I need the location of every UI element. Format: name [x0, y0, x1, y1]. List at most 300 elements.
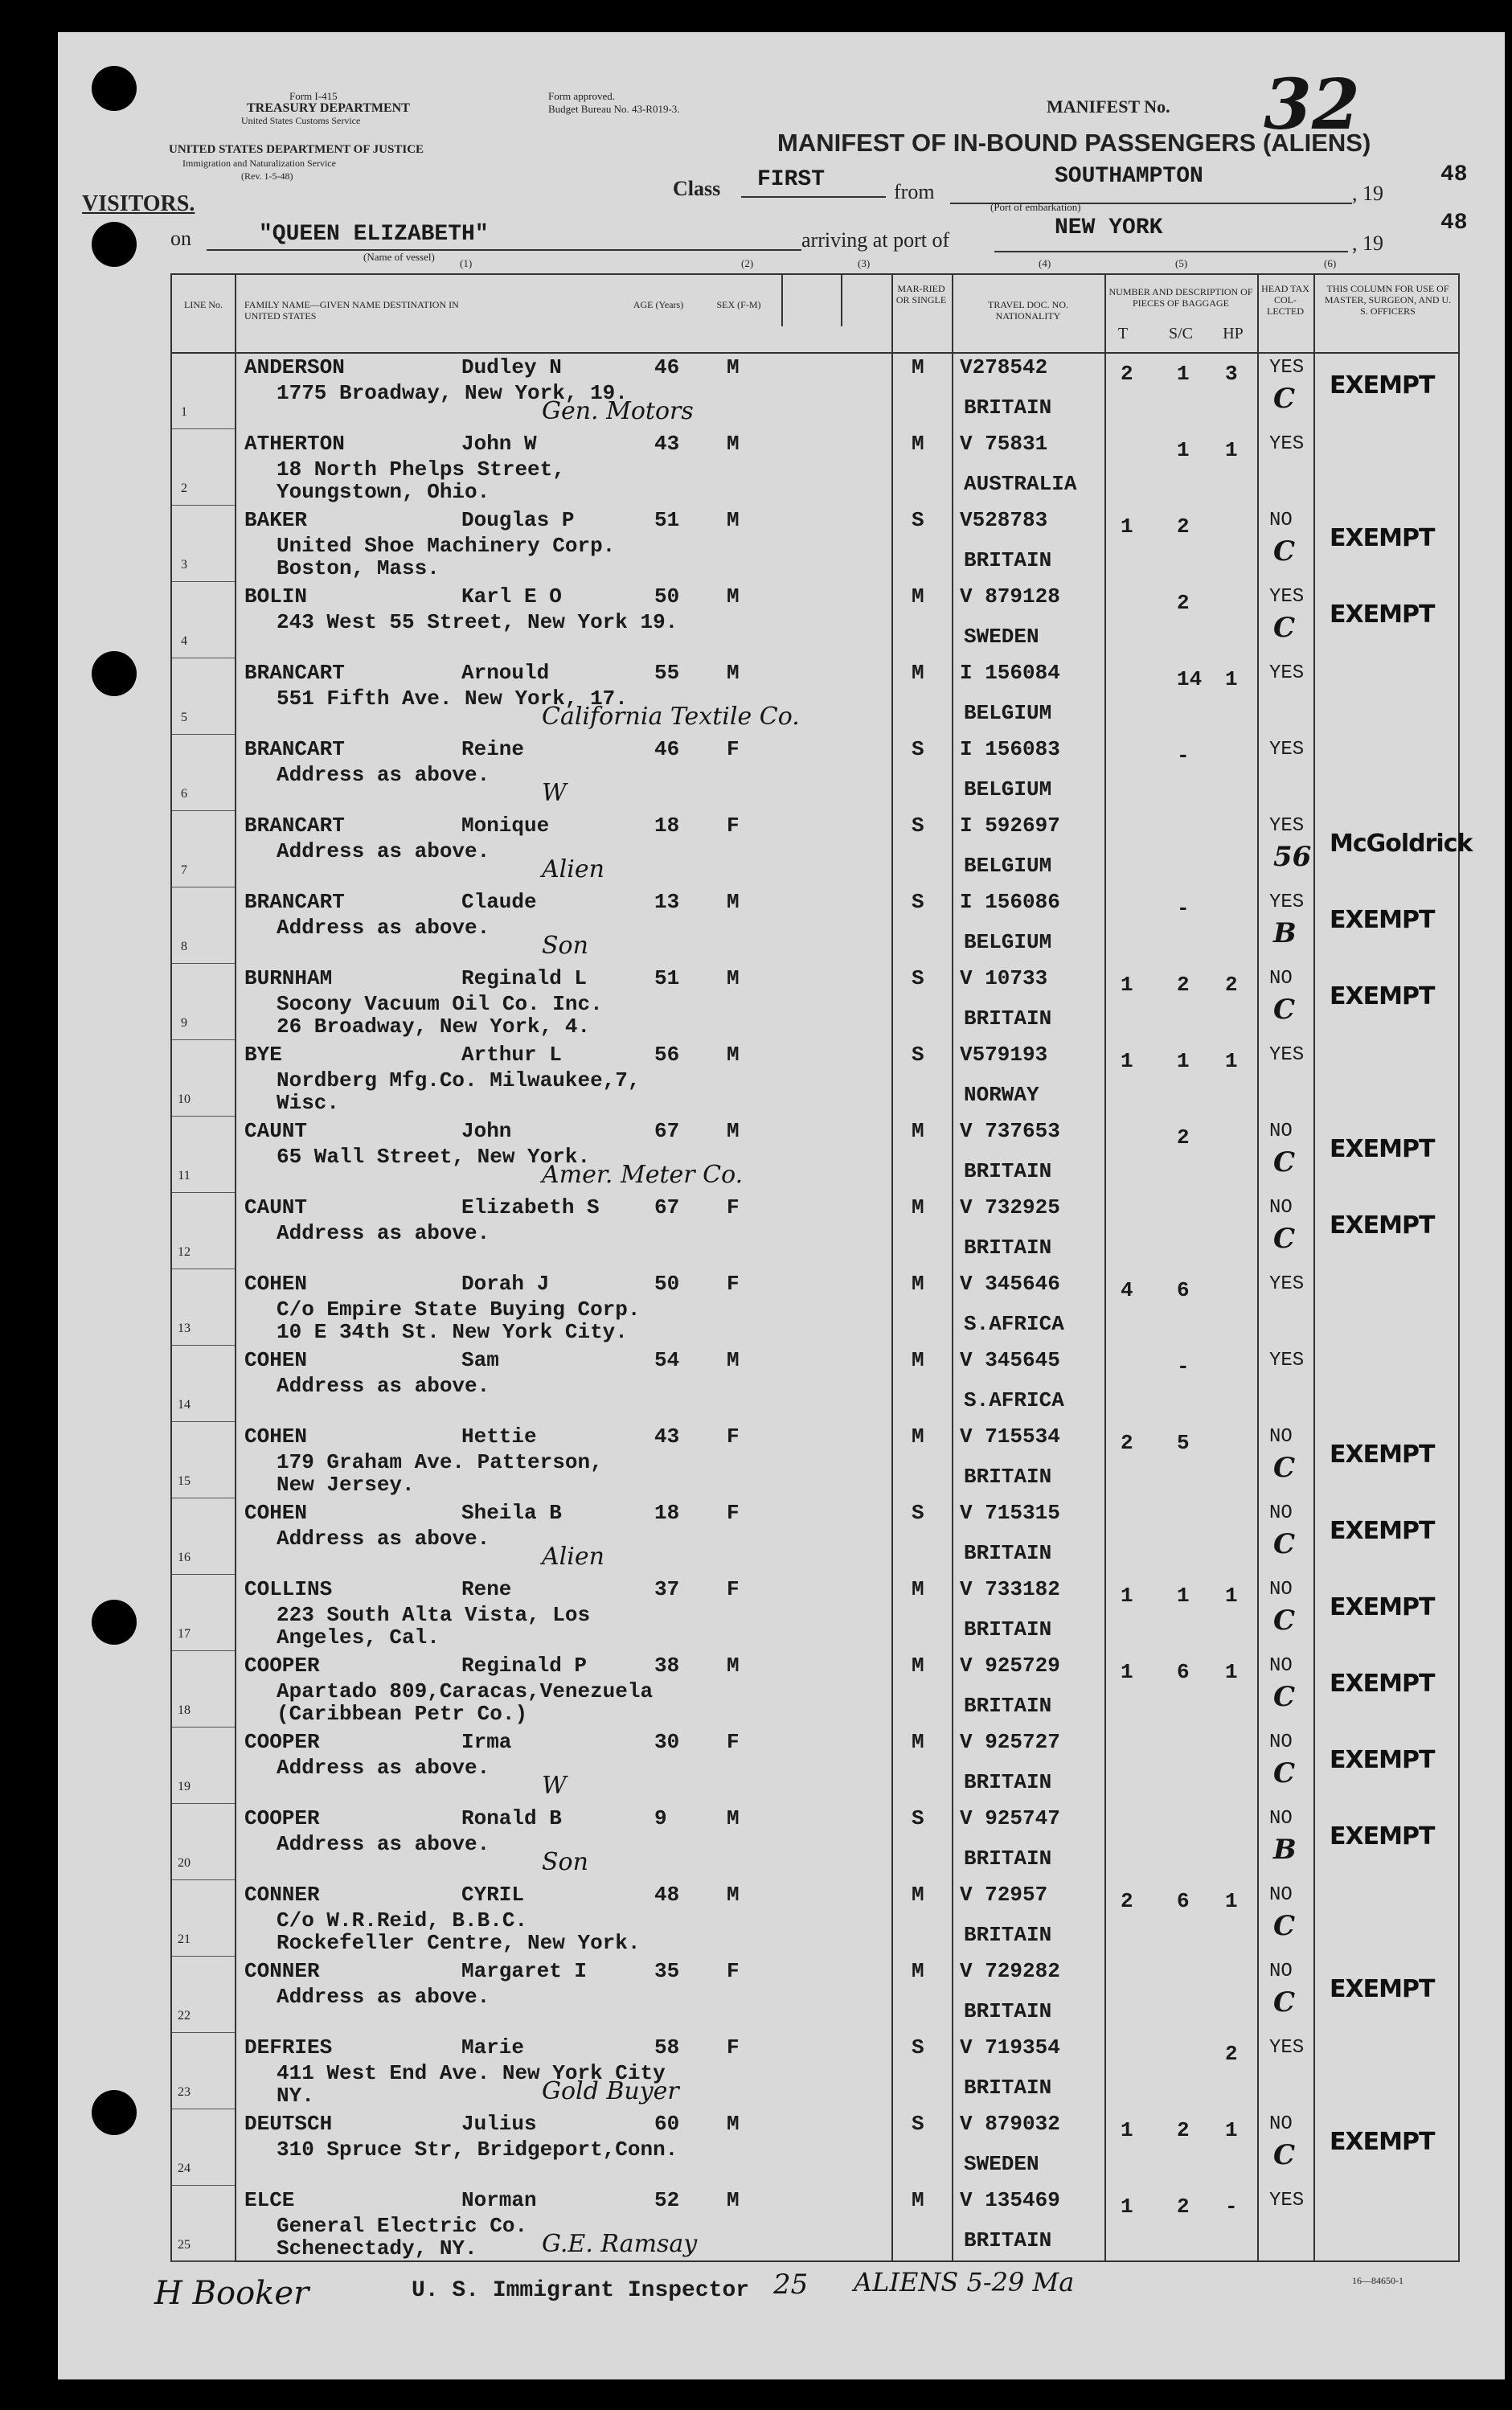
age: 48: [654, 1883, 680, 1907]
age: 37: [654, 1577, 680, 1601]
marital-status: S: [912, 1043, 924, 1067]
row-divider: [172, 734, 235, 735]
age: 60: [654, 2112, 680, 2136]
address-line-2: Boston, Mass.: [277, 556, 440, 580]
row-divider: [172, 1879, 235, 1880]
binder-hole: [92, 1600, 137, 1645]
travel-doc-number: V278542: [960, 355, 1048, 379]
marital-status: M: [912, 1959, 924, 1983]
baggage-hp: 1: [1225, 1049, 1238, 1073]
marital-status: M: [912, 661, 924, 685]
line-number: 7: [181, 863, 187, 877]
line-number: 8: [181, 940, 187, 953]
sex: M: [727, 355, 740, 379]
marital-status: S: [912, 966, 924, 990]
baggage-sc: 2: [1177, 2118, 1190, 2142]
baggage-sc: 1: [1177, 1049, 1190, 1073]
row-divider: [172, 810, 235, 811]
marital-status: M: [912, 1348, 924, 1372]
travel-doc-number: V 72957: [960, 1883, 1048, 1907]
baggage-sc: 6: [1177, 1278, 1190, 1302]
marital-status: S: [912, 2112, 924, 2136]
nationality: SWEDEN: [964, 625, 1039, 649]
address-line-2: Schenectady, NY.: [277, 2236, 477, 2260]
line-number: 9: [181, 1016, 187, 1030]
sex: M: [727, 1883, 740, 1907]
column-number: (1): [460, 257, 473, 269]
sex: M: [727, 1043, 740, 1067]
address-line-1: Address as above.: [277, 1832, 490, 1856]
address-line-1: 551 Fifth Ave. New York, 17.: [277, 687, 628, 711]
travel-doc-number: V 729282: [960, 1959, 1060, 1983]
nationality: BRITAIN: [964, 1770, 1052, 1794]
given-name: Julius: [461, 2112, 537, 2136]
given-name: Sheila B: [461, 1501, 562, 1525]
age: 54: [654, 1348, 680, 1372]
sex: F: [727, 1272, 740, 1296]
address-line-1: C/o W.R.Reid, B.B.C.: [277, 1908, 528, 1933]
head-tax-mark: B: [1273, 1834, 1297, 1866]
address-line-1: 310 Spruce Str, Bridgeport,Conn.: [277, 2137, 678, 2162]
row-divider: [172, 963, 235, 964]
given-name: Reine: [461, 737, 525, 761]
year-value-1: 48: [1440, 162, 1468, 187]
head-tax: NO: [1269, 1502, 1293, 1524]
address-line-1: Apartado 809,Caracas,Venezuela: [277, 1679, 654, 1703]
officer-mark: EXEMPT: [1330, 1517, 1435, 1545]
family-name: ATHERTON: [244, 432, 345, 456]
head-tax: NO: [1269, 1884, 1293, 1906]
head-tax-mark: C: [1273, 612, 1296, 644]
family-name: ELCE: [244, 2188, 295, 2212]
officer-mark: EXEMPT: [1330, 1746, 1435, 1774]
head-tax: NO: [1269, 1732, 1293, 1753]
sex: F: [727, 1501, 740, 1525]
row-divider: [172, 1345, 235, 1346]
family-name: COOPER: [244, 1654, 320, 1678]
family-name: ANDERSON: [244, 355, 345, 379]
line-number: 2: [181, 482, 187, 495]
sex: F: [727, 2035, 740, 2060]
family-name: COHEN: [244, 1501, 308, 1525]
age: 50: [654, 584, 680, 609]
address-line-1: Address as above.: [277, 1527, 490, 1551]
head-tax: NO: [1269, 1121, 1293, 1142]
travel-doc-number: V 925729: [960, 1654, 1060, 1678]
baggage-sc: 2: [1177, 2195, 1190, 2219]
head-tax-mark: C: [1273, 383, 1296, 415]
alien-count: 25: [773, 2269, 809, 2301]
year-value-2: 48: [1440, 211, 1468, 236]
ins-heading: Immigration and Naturalization Service: [182, 158, 336, 169]
officer-mark: EXEMPT: [1330, 1670, 1435, 1698]
sex: M: [727, 1348, 740, 1372]
marital-status: S: [912, 1806, 924, 1830]
address-line-1: Address as above.: [277, 1985, 490, 2009]
head-tax-mark: C: [1273, 535, 1296, 568]
travel-doc-number: V579193: [960, 1043, 1048, 1067]
head-tax-mark: C: [1273, 2139, 1296, 2171]
revision: (Rev. 1-5-48): [241, 170, 293, 182]
line-number: 21: [178, 1933, 191, 1946]
col-married: MAR-RIED OR SINGLE: [895, 283, 947, 305]
head-tax: YES: [1269, 586, 1305, 608]
year-prefix-2: , 19: [1352, 232, 1383, 255]
age: 50: [654, 1272, 680, 1296]
row-divider: [172, 1039, 235, 1040]
col-head-tax: HEAD TAX COL-LECTED: [1261, 283, 1309, 317]
travel-doc-number: V 733182: [960, 1577, 1060, 1601]
travel-doc-number: I 592697: [960, 814, 1060, 838]
column-number: (2): [741, 257, 754, 269]
nationality: BRITAIN: [964, 2228, 1052, 2252]
manifest-title: MANIFEST OF IN-BOUND PASSENGERS (ALIENS): [777, 129, 1371, 157]
travel-doc-number: V 10733: [960, 966, 1048, 990]
budget-bureau: Budget Bureau No. 43-R019-3.: [548, 103, 680, 115]
address-line-1: 1775 Broadway, New York, 19.: [277, 381, 628, 405]
manifest-no-value: 32: [1264, 64, 1360, 146]
arriving-label: arriving at port of: [801, 228, 950, 252]
marital-status: S: [912, 814, 924, 838]
line-number: 20: [178, 1856, 191, 1870]
line-number: 16: [178, 1551, 191, 1564]
marital-status: M: [912, 1272, 924, 1296]
given-name: Reginald L: [461, 966, 588, 990]
class-underline: [741, 196, 886, 198]
given-name: Rene: [461, 1577, 512, 1601]
baggage-sc: -: [1177, 1355, 1190, 1379]
travel-doc-number: V 75831: [960, 432, 1048, 456]
baggage-sc: 2: [1177, 514, 1190, 539]
given-name: Douglas P: [461, 508, 575, 532]
address-line-1: 179 Graham Ave. Patterson,: [277, 1450, 603, 1474]
officer-mark: EXEMPT: [1330, 1822, 1435, 1851]
baggage-sc: 6: [1177, 1889, 1190, 1913]
address-line-1: 223 South Alta Vista, Los: [277, 1603, 591, 1627]
line-number: 4: [181, 634, 187, 648]
line-number: 23: [178, 2085, 191, 2099]
nationality: BRITAIN: [964, 1694, 1052, 1718]
sex: F: [727, 1195, 740, 1219]
given-name: Hettie: [461, 1424, 537, 1449]
binder-hole: [92, 66, 137, 111]
baggage-sc: -: [1177, 896, 1190, 920]
officer-mark: EXEMPT: [1330, 1211, 1435, 1240]
handwritten-note: Alien: [542, 855, 604, 883]
sex: F: [727, 1424, 740, 1449]
age: 30: [654, 1730, 680, 1754]
family-name: BAKER: [244, 508, 308, 532]
head-tax-mark: C: [1273, 1910, 1296, 1942]
marital-status: M: [912, 1883, 924, 1907]
head-tax: YES: [1269, 357, 1305, 379]
sex: M: [727, 890, 740, 914]
aliens-note: ALIENS 5-29 Ma: [854, 2267, 1075, 2297]
baggage-sc: 2: [1177, 1125, 1190, 1150]
treasury-dept: TREASURY DEPARTMENT: [247, 101, 410, 115]
family-name: COOPER: [244, 1730, 320, 1754]
baggage-sc: 2: [1177, 973, 1190, 997]
column-number: (6): [1324, 257, 1337, 269]
marital-status: M: [912, 355, 924, 379]
age: 35: [654, 1959, 680, 1983]
nationality: BRITAIN: [964, 1541, 1052, 1565]
travel-doc-number: I 156086: [960, 890, 1060, 914]
sex: F: [727, 737, 740, 761]
travel-doc-number: V 737653: [960, 1119, 1060, 1143]
travel-doc-number: V 345645: [960, 1348, 1060, 1372]
travel-doc-number: V 345646: [960, 1272, 1060, 1296]
head-tax: YES: [1269, 815, 1305, 837]
baggage-hp: 3: [1225, 362, 1238, 386]
sex: M: [727, 584, 740, 609]
col-name: FAMILY NAME—GIVEN NAME DESTINATION IN UNITED STATES: [244, 299, 459, 322]
age: 51: [654, 508, 680, 532]
address-line-2: Rockefeller Centre, New York.: [277, 1931, 641, 1955]
sex: M: [727, 2112, 740, 2136]
marital-status: M: [912, 1424, 924, 1449]
nationality: BELGIUM: [964, 701, 1052, 725]
form-number: Form I-415: [289, 90, 338, 102]
baggage-hp: 1: [1225, 1660, 1238, 1684]
given-name: Dudley N: [461, 355, 562, 379]
given-name: Arthur L: [461, 1043, 562, 1067]
address-line-2: Youngstown, Ohio.: [277, 480, 490, 504]
column-number: (3): [858, 257, 871, 269]
officer-mark: EXEMPT: [1330, 1593, 1435, 1621]
head-tax: NO: [1269, 1655, 1293, 1677]
given-name: Arnould: [461, 661, 550, 685]
row-divider: [172, 1956, 235, 1957]
address-line-1: 243 West 55 Street, New York 19.: [277, 610, 678, 634]
officer-mark: EXEMPT: [1330, 524, 1435, 552]
line-number: 19: [178, 1780, 191, 1793]
nationality: BRITAIN: [964, 1006, 1052, 1031]
marital-status: S: [912, 1501, 924, 1525]
line-number: 12: [178, 1245, 191, 1259]
sex: M: [727, 1806, 740, 1830]
baggage-t: 1: [1121, 2118, 1133, 2142]
address-line-1: Address as above.: [277, 1374, 490, 1398]
col-baggage-sc: S/C: [1168, 325, 1194, 342]
handwritten-note: Son: [542, 1848, 588, 1876]
nationality: S.AFRICA: [964, 1312, 1064, 1336]
address-line-1: United Shoe Machinery Corp.: [277, 534, 616, 558]
age: 58: [654, 2035, 680, 2060]
officer-mark: EXEMPT: [1330, 600, 1435, 629]
nationality: BRITAIN: [964, 1846, 1052, 1871]
column-number: (5): [1175, 257, 1188, 269]
age: 67: [654, 1119, 680, 1143]
head-tax: YES: [1269, 739, 1305, 760]
head-tax-mark: 56: [1273, 841, 1312, 873]
inspector-signature: H Booker: [154, 2275, 309, 2312]
family-name: COHEN: [244, 1424, 308, 1449]
officer-mark: EXEMPT: [1330, 2128, 1435, 2156]
age: 51: [654, 966, 680, 990]
nationality: BELGIUM: [964, 777, 1052, 801]
binder-hole: [92, 651, 137, 696]
baggage-sc: -: [1177, 744, 1190, 768]
handwritten-note: Alien: [542, 1543, 604, 1571]
sex: F: [727, 1959, 740, 1983]
marital-status: M: [912, 584, 924, 609]
family-name: BRANCART: [244, 737, 345, 761]
address-line-2: (Caribbean Petr Co.): [277, 1702, 528, 1726]
manifest-table: [170, 273, 1473, 2262]
head-tax: YES: [1269, 662, 1305, 684]
baggage-sc: 5: [1177, 1431, 1190, 1455]
age: 46: [654, 737, 680, 761]
given-name: Irma: [461, 1730, 512, 1754]
age: 55: [654, 661, 680, 685]
given-name: Ronald B: [461, 1806, 562, 1830]
baggage-hp: 1: [1225, 1889, 1238, 1913]
nationality: NORWAY: [964, 1083, 1039, 1107]
year-prefix-1: , 19: [1352, 182, 1383, 205]
head-tax-mark: C: [1273, 1528, 1296, 1560]
baggage-sc: 14: [1177, 667, 1203, 691]
travel-doc-number: I 156084: [960, 661, 1060, 685]
sex: M: [727, 508, 740, 532]
age: 43: [654, 1424, 680, 1449]
age: 56: [654, 1043, 680, 1067]
address-line-2: 10 E 34th St. New York City.: [277, 1320, 628, 1344]
travel-doc-number: V528783: [960, 508, 1048, 532]
head-tax-mark: C: [1273, 994, 1296, 1026]
age: 52: [654, 2188, 680, 2212]
manifest-page: [58, 32, 1505, 2379]
marital-status: M: [912, 1577, 924, 1601]
family-name: COOPER: [244, 1806, 320, 1830]
handwritten-note: W: [542, 1772, 567, 1800]
nationality: S.AFRICA: [964, 1388, 1064, 1412]
head-tax-mark: B: [1273, 917, 1297, 949]
baggage-t: 1: [1121, 1660, 1133, 1684]
officer-mark: McGoldrick: [1330, 830, 1473, 858]
nationality: BRITAIN: [964, 1923, 1052, 1947]
head-tax: YES: [1269, 2037, 1305, 2059]
officer-mark: EXEMPT: [1330, 906, 1435, 934]
visitors-label: VISITORS.: [82, 191, 195, 216]
family-name: COLLINS: [244, 1577, 333, 1601]
line-number: 6: [181, 787, 187, 801]
address-line-1: General Electric Co.: [277, 2214, 528, 2238]
address-line-1: Address as above.: [277, 1221, 490, 1245]
row-divider: [172, 2261, 235, 2262]
col-master: THIS COLUMN FOR USE OF MASTER, SURGEON, AND U. S. OFFICERS: [1324, 283, 1452, 317]
sex: F: [727, 1730, 740, 1754]
line-number: 24: [178, 2162, 191, 2175]
travel-doc-number: V 715315: [960, 1501, 1060, 1525]
head-tax-mark: C: [1273, 1605, 1296, 1637]
row-divider: [172, 1574, 235, 1575]
baggage-t: 1: [1121, 973, 1133, 997]
row-divider: [172, 2032, 235, 2033]
port-embark-note: (Port of embarkation): [990, 201, 1081, 213]
family-name: BRANCART: [244, 661, 345, 685]
row-divider: [172, 1803, 235, 1804]
given-name: Dorah J: [461, 1272, 550, 1296]
nationality: AUSTRALIA: [964, 472, 1077, 496]
line-number: 15: [178, 1474, 191, 1488]
address-line-1: Address as above.: [277, 763, 490, 787]
age: 67: [654, 1195, 680, 1219]
family-name: BYE: [244, 1043, 282, 1067]
age: 18: [654, 1501, 680, 1525]
head-tax-mark: C: [1273, 1681, 1296, 1713]
inspector-label: U. S. Immigrant Inspector: [412, 2278, 750, 2303]
head-tax: NO: [1269, 1808, 1293, 1830]
handwritten-note: Gen. Motors: [542, 397, 694, 425]
line-number: 5: [181, 711, 187, 724]
line-number: 14: [178, 1398, 191, 1412]
baggage-sc: 2: [1177, 591, 1190, 615]
line-number: 18: [178, 1703, 191, 1717]
head-tax-mark: C: [1273, 1146, 1296, 1178]
col-baggage-hp: HP: [1223, 325, 1244, 342]
arriving-value: NEW YORK: [1055, 215, 1163, 240]
row-divider: [172, 505, 235, 506]
nationality: BRITAIN: [964, 1999, 1052, 2023]
officer-mark: EXEMPT: [1330, 371, 1435, 400]
family-name: BRANCART: [244, 814, 345, 838]
head-tax: NO: [1269, 1426, 1293, 1448]
handwritten-note: Amer. Meter Co.: [542, 1161, 744, 1189]
col-line-no: LINE No.: [184, 299, 223, 310]
head-tax: NO: [1269, 1197, 1293, 1219]
from-label: from: [894, 180, 935, 203]
nationality: BELGIUM: [964, 930, 1052, 954]
line-number: 3: [181, 558, 187, 572]
baggage-hp: 2: [1225, 2042, 1238, 2066]
address-line-1: Address as above.: [277, 1756, 490, 1780]
given-name: Norman: [461, 2188, 537, 2212]
handwritten-note: W: [542, 779, 567, 807]
travel-doc-number: V 719354: [960, 2035, 1060, 2060]
marital-status: M: [912, 1119, 924, 1143]
handwritten-note: G.E. Ramsay: [542, 2230, 698, 2258]
family-name: BURNHAM: [244, 966, 333, 990]
baggage-hp: 2: [1225, 973, 1238, 997]
head-tax-mark: C: [1273, 1757, 1296, 1789]
head-tax: NO: [1269, 1961, 1293, 1982]
baggage-t: 1: [1121, 1049, 1133, 1073]
nationality: BRITAIN: [964, 1159, 1052, 1183]
family-name: CAUNT: [244, 1119, 308, 1143]
row-divider: [172, 2185, 235, 2186]
handwritten-note: California Textile Co.: [542, 703, 800, 731]
baggage-t: 2: [1121, 362, 1133, 386]
vessel-underline: [207, 249, 801, 251]
address-line-1: Nordberg Mfg.Co. Milwaukee,7,: [277, 1068, 641, 1092]
given-name: Reginald P: [461, 1654, 588, 1678]
line-number: 1: [181, 405, 187, 419]
officer-mark: EXEMPT: [1330, 1441, 1435, 1469]
address-line-2: Angeles, Cal.: [277, 1625, 440, 1650]
family-name: CONNER: [244, 1883, 320, 1907]
customs-service: United States Customs Service: [241, 115, 361, 126]
age: 9: [654, 1806, 667, 1830]
family-name: COHEN: [244, 1272, 308, 1296]
doj-heading: UNITED STATES DEPARTMENT OF JUSTICE: [169, 143, 424, 156]
given-name: John W: [461, 432, 537, 456]
officer-mark: EXEMPT: [1330, 982, 1435, 1010]
age: 43: [654, 432, 680, 456]
family-name: CONNER: [244, 1959, 320, 1983]
given-name: CYRIL: [461, 1883, 525, 1907]
line-number: 25: [178, 2238, 191, 2252]
